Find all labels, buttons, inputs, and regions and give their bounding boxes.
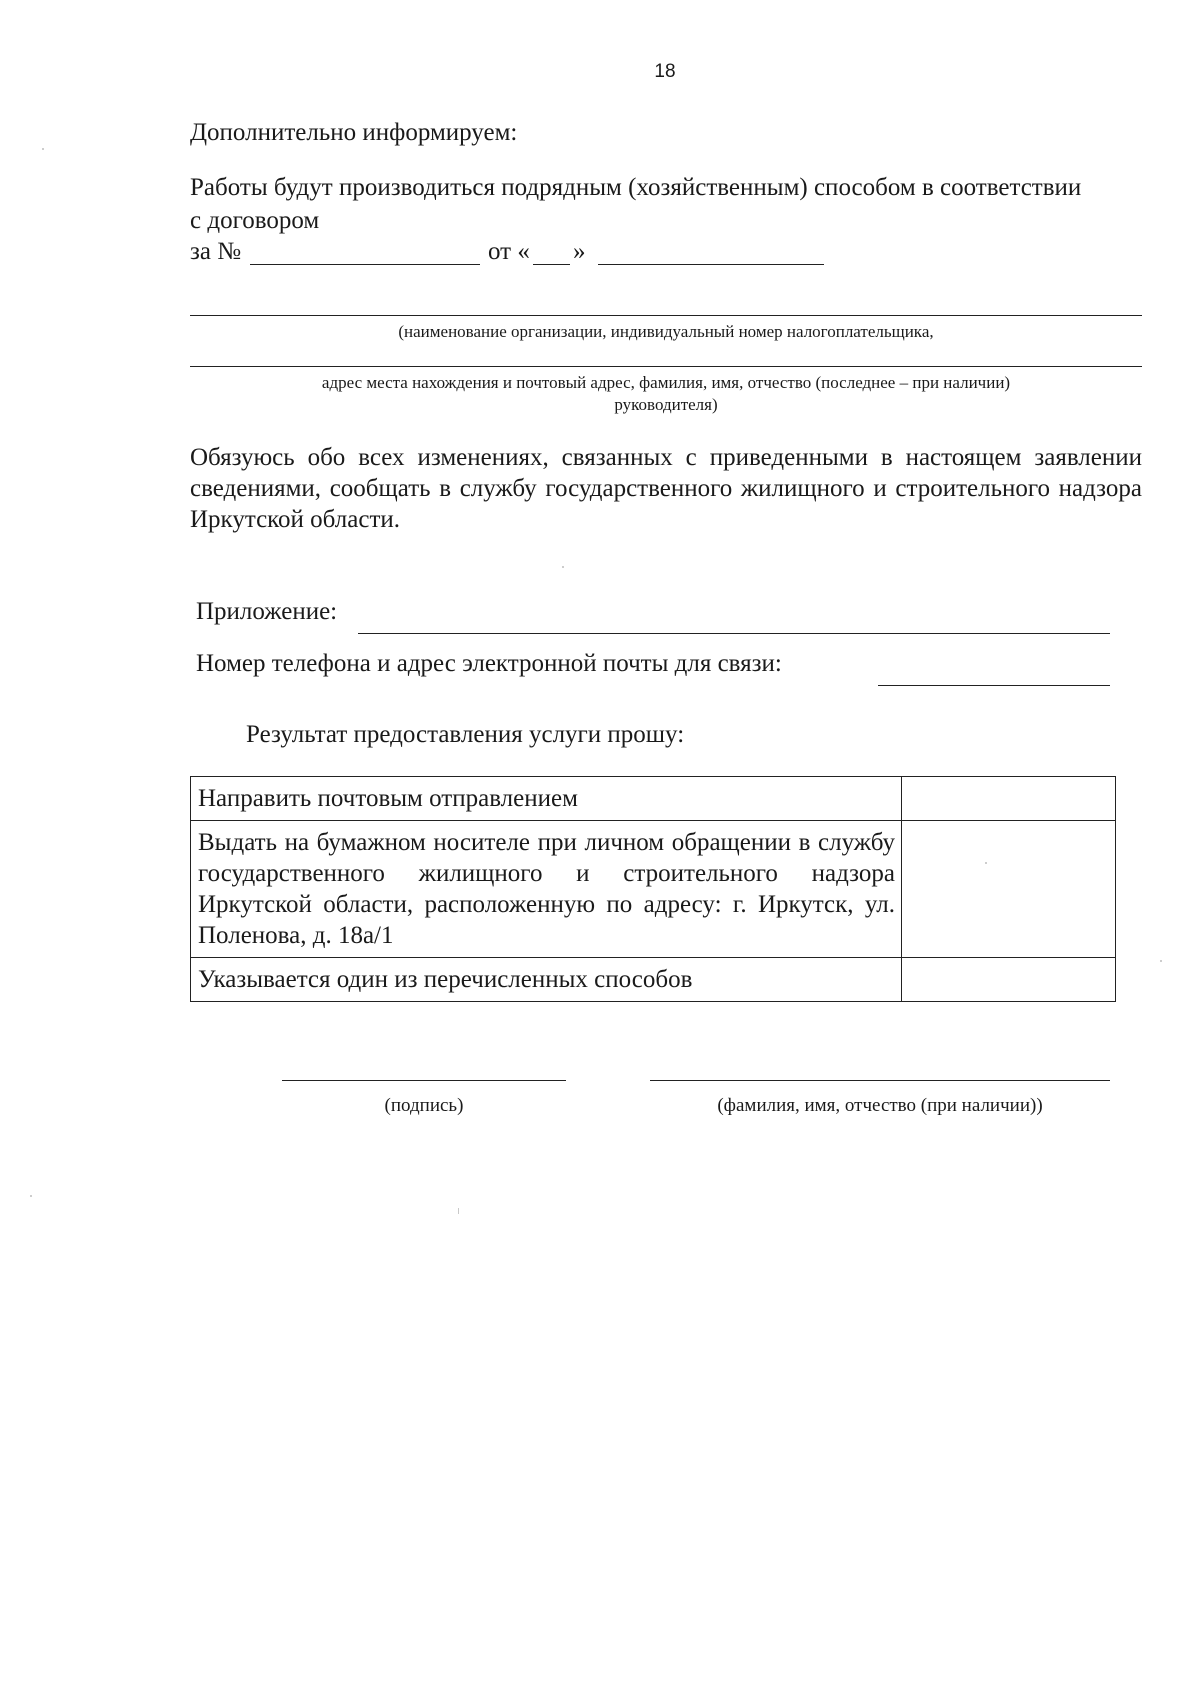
works-line-1: Работы будут производиться подрядным (хозяйственным) способом в соответствии	[190, 174, 1082, 201]
contract-no-label: за №	[190, 238, 242, 265]
table-row	[191, 821, 1116, 958]
result-options-table	[190, 776, 1116, 1002]
option-label: Направить почтовым отправлением	[191, 777, 902, 821]
attachment-label: Приложение:	[196, 598, 338, 625]
address-caption-line-2: руководителя)	[614, 395, 718, 414]
option-mark-cell[interactable]	[902, 777, 1116, 821]
result-heading: Результат предоставления услуги прошу:	[246, 721, 685, 748]
organization-field[interactable]	[190, 315, 1142, 316]
contract-date-field[interactable]	[598, 264, 824, 265]
page-number: 18	[654, 61, 676, 82]
address-caption-line-1: адрес места нахождения и почтовый адрес, фамилия, имя, отчество (последнее – при наличии)	[321, 373, 1011, 392]
scan-speck	[985, 862, 987, 864]
contact-label: Номер телефона и адрес электронной почты для связи:	[196, 650, 782, 677]
option-mark-cell[interactable]	[902, 821, 1116, 958]
intro-heading: Дополнительно информируем:	[190, 119, 518, 146]
obligation-paragraph: Обязуюсь обо всех изменениях, связанных с приведенными в настоящем заявлении сведениями, сообщать в службу государственного жилищного и строительного надзора Иркутской области.	[190, 444, 1142, 533]
table-row	[191, 777, 1116, 821]
scan-speck	[458, 1208, 459, 1214]
option-mark-cell[interactable]	[902, 958, 1116, 1002]
address-field[interactable]	[190, 366, 1142, 367]
signature-caption: (подпись)	[384, 1095, 464, 1116]
scan-speck	[562, 566, 564, 568]
option-label: Указывается один из перечисленных способов	[191, 958, 902, 1002]
works-line-2: с договором	[190, 207, 320, 234]
scan-speck	[1160, 960, 1162, 962]
organization-caption: (наименование организации, индивидуальный номер налогоплательщика,	[398, 322, 934, 341]
scan-speck	[42, 148, 44, 150]
signature-field[interactable]	[282, 1080, 566, 1081]
table-row	[191, 958, 1116, 1002]
contact-field[interactable]	[878, 685, 1110, 686]
contract-number-field[interactable]	[250, 264, 480, 265]
option-label: Выдать на бумажном носителе при личном обращении в службу государственного жилищного и строительного надзора Иркутской области, расположенную по адресу: г. Иркутск, ул. Поленова, д. 18а/1	[191, 821, 902, 958]
scan-speck	[30, 1195, 32, 1197]
full-name-caption: (фамилия, имя, отчество (при наличии))	[717, 1095, 1043, 1116]
contract-from-open: от «	[488, 238, 530, 265]
contract-from-close: »	[573, 238, 586, 265]
full-name-field[interactable]	[650, 1080, 1110, 1081]
contract-day-field[interactable]	[533, 264, 570, 265]
attachment-field[interactable]	[358, 633, 1110, 634]
